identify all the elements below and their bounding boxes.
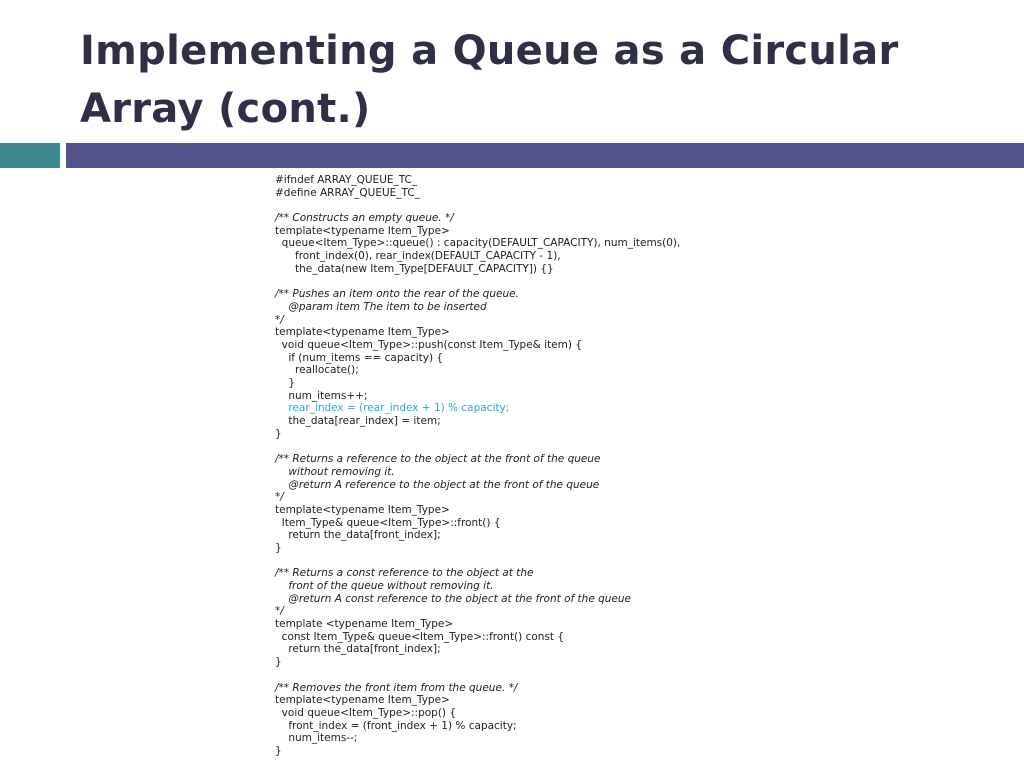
code-line: reallocate(); xyxy=(275,364,359,377)
code-line: num_items--; xyxy=(275,732,358,745)
code-line: @return A const reference to the object at the front of the queue xyxy=(275,592,632,605)
code-line: #ifndef ARRAY_QUEUE_TC_ xyxy=(275,174,418,186)
code-line: num_items++; xyxy=(275,389,368,402)
code-line: the_data(new Item_Type[DEFAULT_CAPACITY]) {} xyxy=(275,262,554,275)
code-line: template<typename Item_Type> xyxy=(275,503,450,516)
slide-title: Implementing a Queue as a Circular Array (cont.) xyxy=(80,28,899,132)
code-line: */ xyxy=(275,491,284,504)
code-line: front_index(0), rear_index(DEFAULT_CAPACITY - 1), xyxy=(275,250,561,263)
code-line: } xyxy=(275,427,282,440)
code-line: without removing it. xyxy=(275,465,395,478)
code-line: front_index = (front_index + 1) % capacity; xyxy=(275,719,517,732)
code-line: template<typename Item_Type> xyxy=(275,326,450,339)
code-line: template<typename Item_Type> xyxy=(275,694,450,707)
code-line: @return A reference to the object at the front of the queue xyxy=(275,478,600,491)
code-line: queue<Item_Type>::queue() : capacity(DEFAULT_CAPACITY), num_items(0), xyxy=(275,237,681,250)
code-line xyxy=(275,276,975,289)
code-line xyxy=(275,199,975,212)
code-line: void queue<Item_Type>::pop() { xyxy=(275,706,457,719)
code-line: Item_Type& queue<Item_Type>::front() { xyxy=(275,516,501,529)
code-listing xyxy=(275,174,975,758)
code-line: /** Returns a reference to the object at the front of the queue xyxy=(275,453,601,466)
code-line: return the_data[front_index]; xyxy=(275,529,441,542)
code-line: */ xyxy=(275,313,284,326)
code-line: /** Returns a const reference to the object at the xyxy=(275,567,534,580)
code-line: front of the queue without removing it. xyxy=(275,580,494,592)
code-line: } xyxy=(275,377,296,389)
code-line: /** Constructs an empty queue. */ xyxy=(275,212,454,225)
code-line xyxy=(275,669,975,682)
code-line: void queue<Item_Type>::push(const Item_Type& item) { xyxy=(275,338,583,351)
code-line: const Item_Type& queue<Item_Type>::front() const { xyxy=(275,630,565,643)
accent-bar-teal xyxy=(0,143,60,168)
code-line: */ xyxy=(275,605,284,618)
code-line: /** Removes the front item from the queue. */ xyxy=(275,681,518,694)
code-line: } xyxy=(275,541,282,554)
code-line: } xyxy=(275,656,282,669)
code-line: @param item The item to be inserted xyxy=(275,300,487,313)
code-line xyxy=(275,440,975,453)
code-line: the_data[rear_index] = item; xyxy=(275,415,441,428)
code-line: #define ARRAY_QUEUE_TC_ xyxy=(275,186,420,199)
code-line: return the_data[front_index]; xyxy=(275,643,441,656)
code-line: template<typename Item_Type> xyxy=(275,224,450,237)
code-line xyxy=(275,555,975,568)
code-line: template <typename Item_Type> xyxy=(275,618,454,631)
code-line: } xyxy=(275,744,282,757)
accent-bar-purple xyxy=(66,143,1024,168)
code-line: rear_index = (rear_index + 1) % capacity; xyxy=(275,402,510,415)
code-line: /** Pushes an item onto the rear of the queue. xyxy=(275,288,519,301)
code-line: if (num_items == capacity) { xyxy=(275,351,444,364)
